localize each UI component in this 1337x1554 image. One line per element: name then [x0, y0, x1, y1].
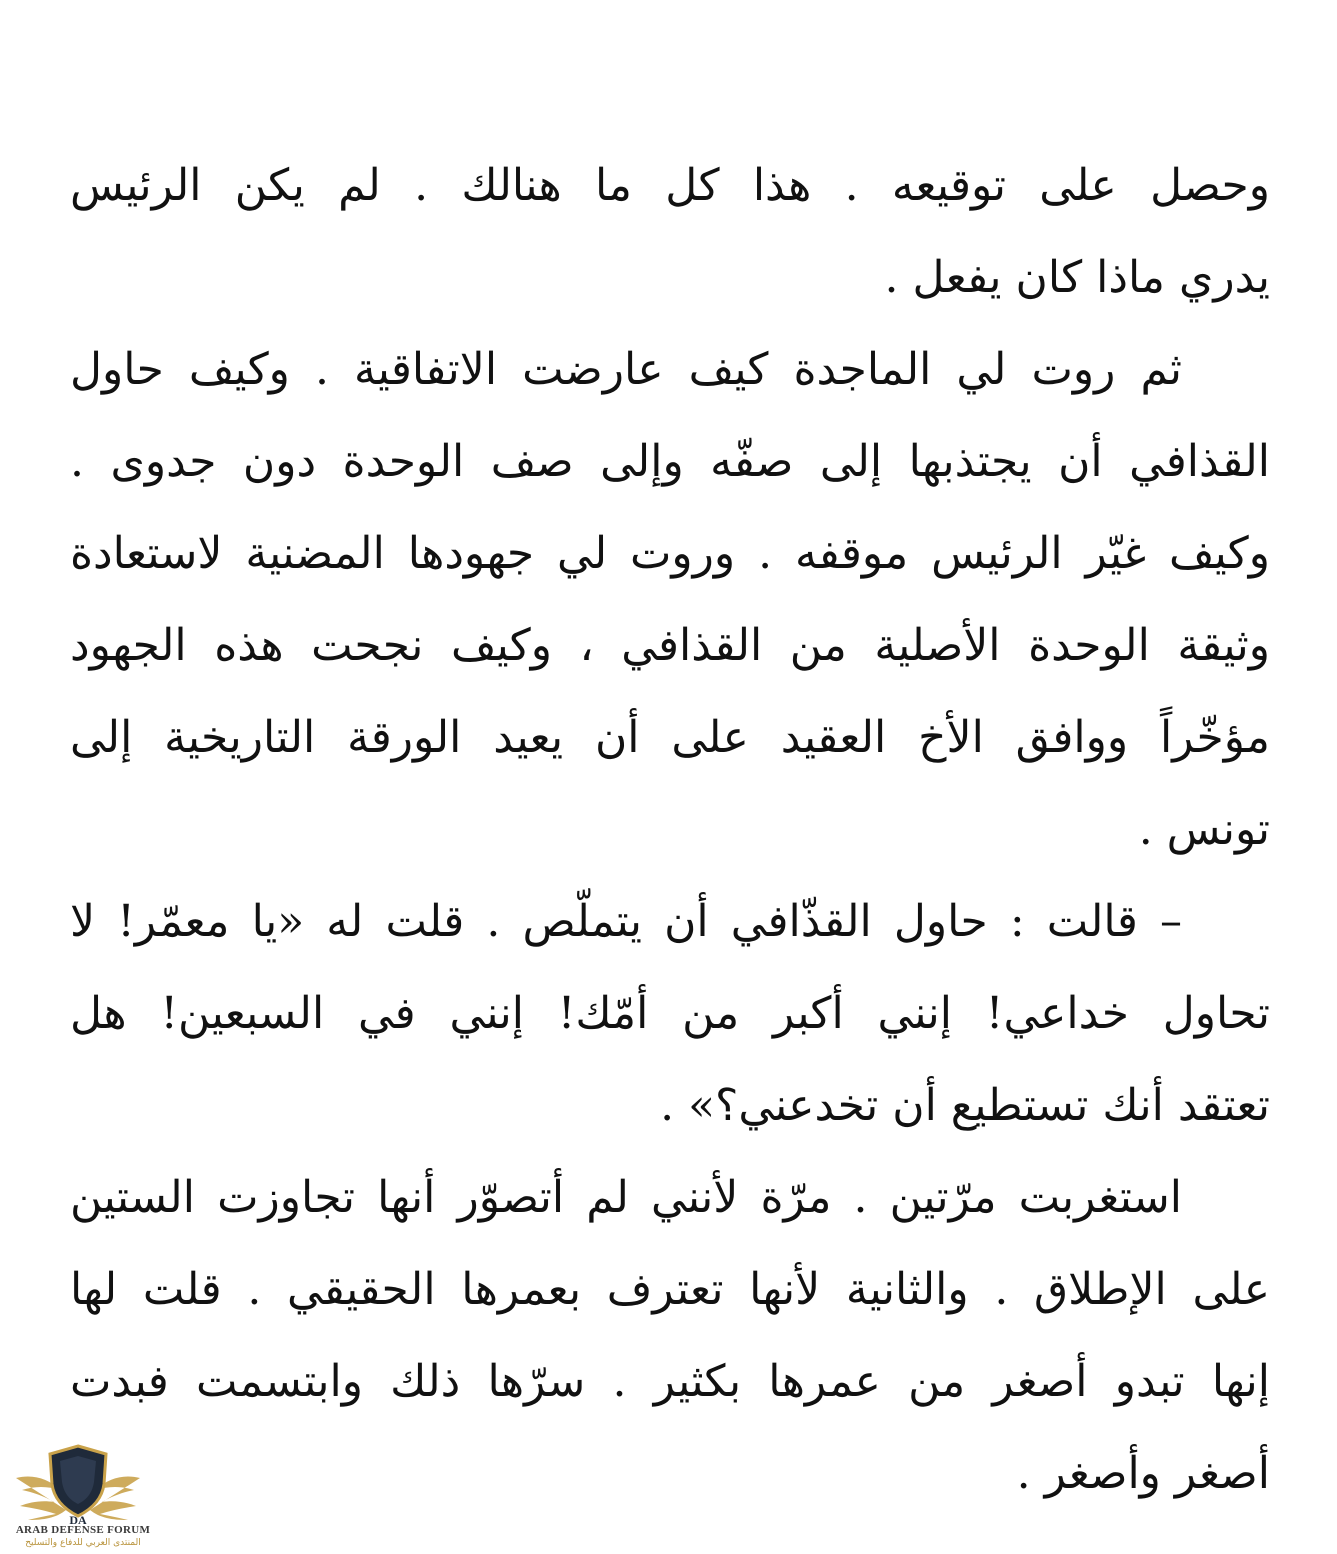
text-line-2: يدري ماذا كان يفعل . [884, 252, 1270, 303]
text-line-6: وثيقة الوحدة الأصلية من القذافي ، وكيف نجحت هذه الجهود [70, 620, 1270, 671]
forum-logo-icon [8, 1440, 148, 1526]
text-line-12: استغربت مرّتين . مرّة لأنني لم أتصوّر أنها تجاوزت الستين [70, 1172, 1182, 1223]
text-line-4: القذافي أن يجتذبها إلى صفّه وإلى صف الوحدة دون جدوى . [70, 436, 1270, 487]
text-line-13: على الإطلاق . والثانية لأنها تعترف بعمرها الحقيقي . قلت لها [70, 1264, 1270, 1315]
text-line-3: ثم روت لي الماجدة كيف عارضت الاتفاقية . وكيف حاول [70, 344, 1182, 395]
text-line-8: تونس . [1138, 804, 1270, 855]
text-line-11: تعتقد أنك تستطيع أن تخدعني؟» . [660, 1080, 1270, 1131]
text-line-7: مؤخّراً ووافق الأخ العقيد على أن يعيد الورقة التاريخية إلى [70, 712, 1270, 763]
forum-subtitle: المنتدى العربي للدفاع والتسليح [25, 1538, 141, 1548]
text-line-15: أصغر وأصغر . [1016, 1448, 1270, 1499]
text-line-10: تحاول خداعي! إنني أكبر من أمّك! إنني في السبعين! هل [70, 988, 1270, 1039]
forum-watermark [8, 1440, 151, 1550]
text-line-1: وحصل على توقيعه . هذا كل ما هنالك . لم يكن الرئيس [70, 160, 1270, 211]
text-line-9: – قالت : حاول القذّافي أن يتملّص . قلت له «يا معمّر! لا [70, 896, 1182, 947]
text-line-5: وكيف غيّر الرئيس موقفه . وروت لي جهودها المضنية لاستعادة [70, 528, 1270, 579]
text-line-14: إنها تبدو أصغر من عمرها بكثير . سرّها ذلك وابتسمت فبدت [70, 1356, 1270, 1407]
forum-name: ARAB DEFENSE FORUM [15, 1524, 151, 1536]
logo-text: DA [69, 1513, 87, 1526]
document-page [70, 140, 1270, 1520]
